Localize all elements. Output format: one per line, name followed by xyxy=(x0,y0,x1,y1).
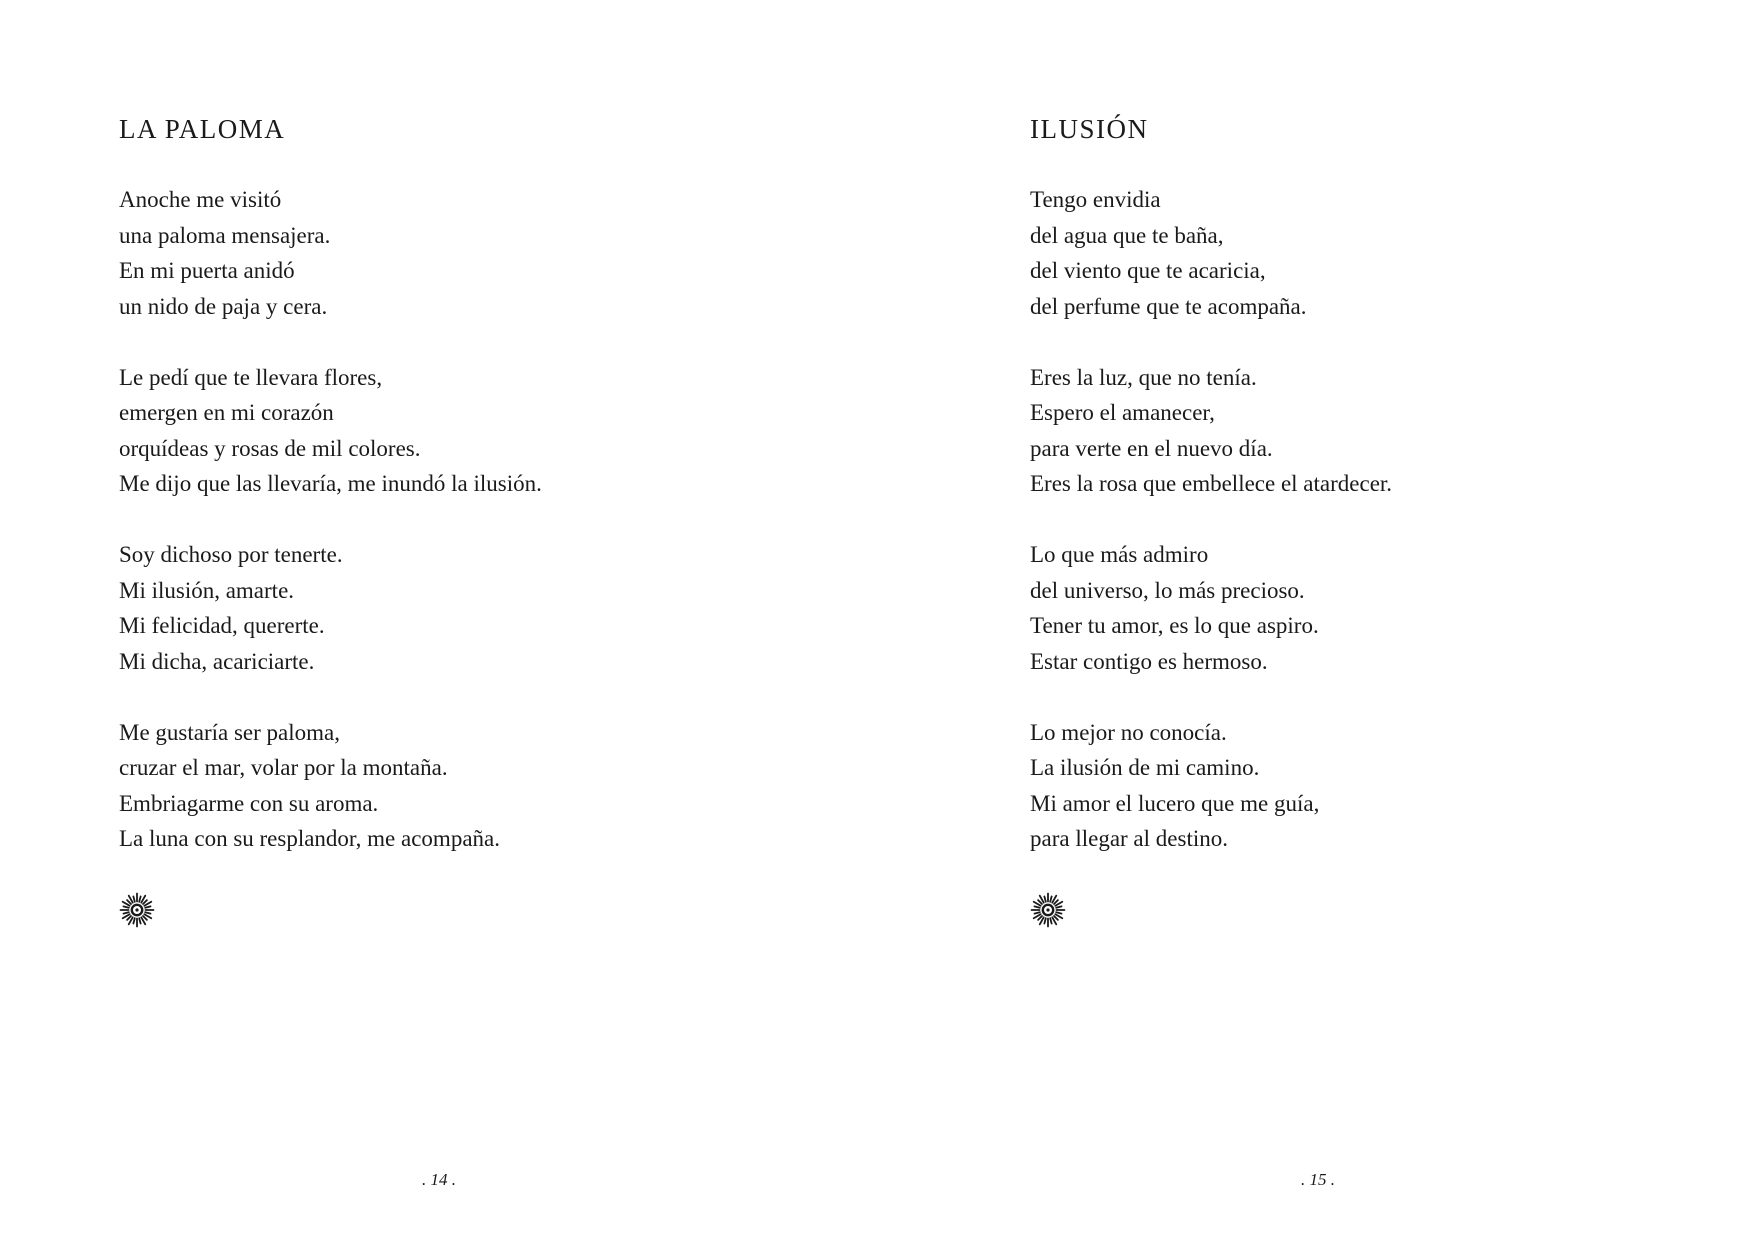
poem-line: Embriagarme con su aroma. xyxy=(119,790,379,816)
poem-line: del universo, lo más precioso. xyxy=(1030,577,1305,603)
poem-line: Eres la rosa que embellece el atardecer. xyxy=(1030,471,1393,496)
poem-line: una paloma mensajera. xyxy=(119,222,331,248)
poem-line: un nido de paja y cera. xyxy=(119,293,328,319)
page-number: . 15 . xyxy=(1301,1170,1335,1189)
stanza xyxy=(1030,537,1392,679)
poem-line: Espero el amanecer, xyxy=(1030,400,1215,425)
poem-line: Mi dicha, acariciarte. xyxy=(119,648,315,674)
poem-line: Lo que más admiro xyxy=(1030,542,1209,567)
sunburst-ornament-icon xyxy=(1030,892,1066,928)
poem xyxy=(1030,112,1392,928)
poem-line: Mi amor el lucero que me guía, xyxy=(1030,790,1320,816)
poem-line: Estar contigo es hermoso. xyxy=(1030,648,1268,674)
poem-line: Eres la luz, que no tenía. xyxy=(1030,364,1257,390)
right-page xyxy=(874,0,1748,1240)
poem-line: cruzar el mar, volar por la montaña. xyxy=(119,755,448,780)
stanza xyxy=(1030,715,1392,857)
poem-line: emergen en mi corazón xyxy=(119,400,334,425)
poem-line: del agua que te baña, xyxy=(1030,222,1224,248)
poem-line: para verte en el nuevo día. xyxy=(1030,435,1273,461)
poem-line: del perfume que te acompaña. xyxy=(1030,293,1307,319)
stanzas xyxy=(119,182,542,857)
stanza xyxy=(1030,182,1392,324)
stanza xyxy=(119,715,542,857)
stanza xyxy=(119,182,542,324)
poem-line: Le pedí que te llevara flores, xyxy=(119,364,383,390)
poem-line: La ilusión de mi camino. xyxy=(1030,755,1260,780)
poem-line: para llegar al destino. xyxy=(1030,826,1228,851)
poem-line: Mi felicidad, quererte. xyxy=(119,613,325,638)
poem-line: Tener tu amor, es lo que aspiro. xyxy=(1030,613,1319,638)
sunburst-ornament-icon xyxy=(119,892,155,928)
stanza xyxy=(1030,360,1392,502)
poem-line: del viento que te acaricia, xyxy=(1030,258,1266,283)
poem xyxy=(119,112,542,928)
page-number: . 14 . xyxy=(422,1170,456,1189)
poem-line: La luna con su resplandor, me acompaña. xyxy=(119,826,500,851)
poem-line: Me gustaría ser paloma, xyxy=(119,719,340,745)
poem-title: LA PALOMA xyxy=(119,114,286,144)
poem-line: En mi puerta anidó xyxy=(119,258,295,283)
poem-line: Anoche me visitó xyxy=(119,187,282,212)
poem-line: orquídeas y rosas de mil colores. xyxy=(119,435,421,461)
stanzas xyxy=(1030,182,1392,857)
poem-line: Soy dichoso por tenerte. xyxy=(119,542,343,567)
poem-line: Mi ilusión, amarte. xyxy=(119,577,295,603)
stanza xyxy=(119,537,542,679)
stanza xyxy=(119,360,542,502)
poem-title: ILUSIÓN xyxy=(1030,114,1149,144)
poem-line: Lo mejor no conocía. xyxy=(1030,719,1227,745)
poem-line: Tengo envidia xyxy=(1030,187,1161,212)
poem-line: Me dijo que las llevaría, me inundó la ilusión. xyxy=(119,471,542,496)
